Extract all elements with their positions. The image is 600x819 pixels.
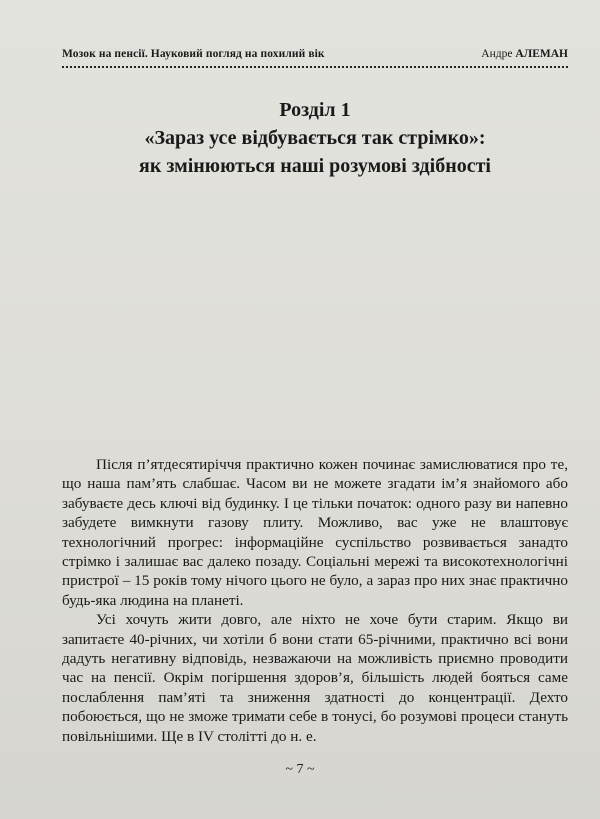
chapter-title-line-1: «Зараз усе відбувається так стрімко»: <box>144 127 486 149</box>
author-last-name: АЛЕМАН <box>515 48 568 60</box>
chapter-number: Розділ 1 <box>279 99 351 121</box>
header-dotted-rule <box>62 66 568 68</box>
running-header-author <box>481 48 568 60</box>
running-header-title: Мозок на пенсії. Науковий погляд на похилий вік <box>62 48 325 60</box>
running-header <box>62 48 568 60</box>
chapter-heading <box>62 96 568 180</box>
paragraph-1: Після п’ятдесятиріччя практично кожен починає замислюватися про те, що наша пам’ять слабшає. Часом ви не можете згадати ім’я знайомого або забуваєте десь ключі від будинку. І це тільки початок: одного разу ви напевно забудете вимкнути газову плиту. Можливо, вас уже не влаштовує технологічний прогрес: інформаційне суспільство розвивається занадто стрімко і залишає вас далеко позаду. Соціальні мережі та високотехнологічні пристрої – 15 років тому нічого цього не було, а зараз про них знає практично будь-яка людина на планеті. <box>62 456 568 609</box>
chapter-title-line-2: як змінюються наші розумові здібності <box>139 155 491 177</box>
paragraph-2: Усі хочуть жити довго, але ніхто не хоче бути старим. Якщо ви запитаєте 40-річних, чи хотіли б вони стати 65-річними, практично всі вони дадуть негативну відповідь, незважаючи на можливість приємно проводити час на пенсії. Окрім погіршення здоров’я, більшість людей бояться саме послаблення пам’яті та зниження здатності до концентрації. Дехто побоюється, що не зможе тримати себе в тонусі, бо розумові процеси стануть повільнішими. Ще в IV столітті до н. е. <box>62 611 568 745</box>
page-number: ~ 7 ~ <box>285 762 315 777</box>
body-text <box>62 455 568 746</box>
author-first-name: Андре <box>481 48 513 60</box>
